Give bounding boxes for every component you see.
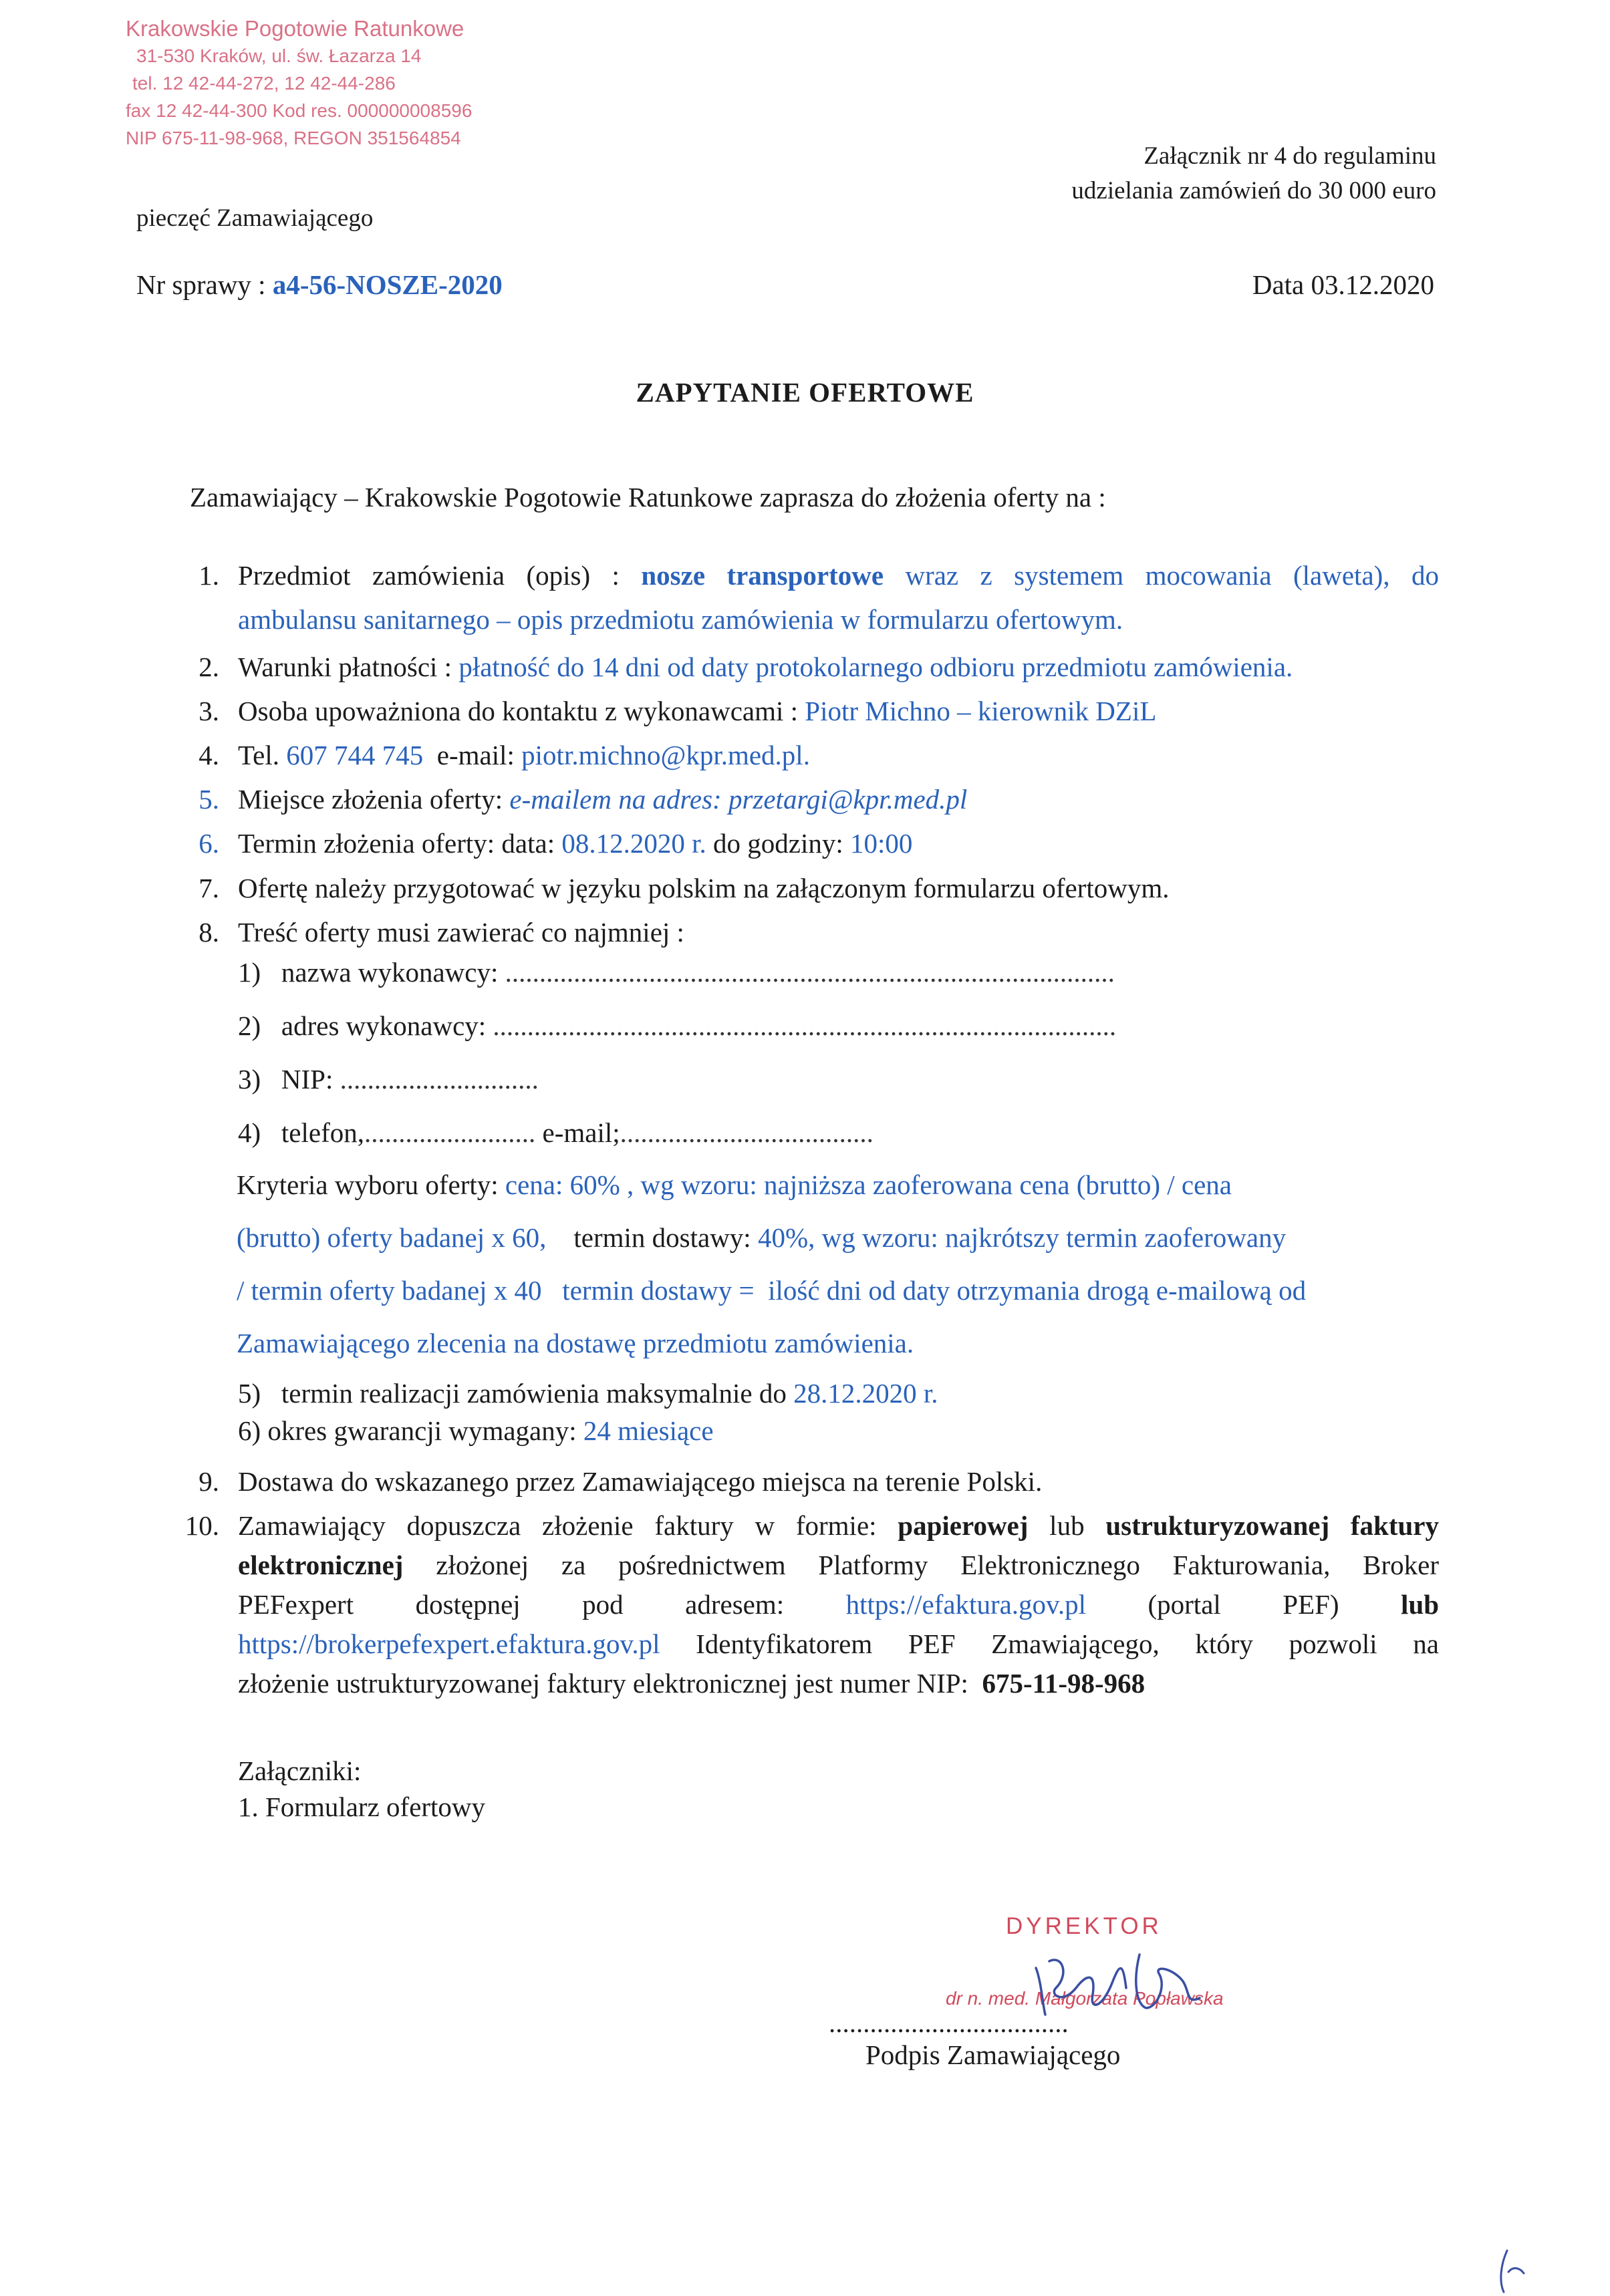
fill-in-dots[interactable]: ...........................................................................................: [493, 1010, 1117, 1041]
item-label: Przedmiot zamówienia (opis) :: [238, 560, 620, 591]
stamp-label: pieczęć Zamawiającego: [136, 204, 374, 232]
sub-label: termin realizacji zamówienia maksymalnie do: [281, 1378, 787, 1409]
item-number: 3.: [198, 696, 219, 726]
annex-note: [1071, 139, 1436, 208]
item-emphasis: ustrukturyzowanej faktury: [1105, 1510, 1440, 1541]
sub-item-5: [238, 1377, 938, 1409]
item-number: 6.: [198, 828, 219, 859]
sub-label: e-mail;: [542, 1117, 620, 1148]
signatory-name: dr n. med. Małgorzata Popławska: [946, 1988, 1224, 2009]
sub-number: 2): [238, 1010, 261, 1041]
company-stamp: [126, 15, 472, 152]
item-text: [238, 559, 1439, 591]
sub-number: 5): [238, 1378, 261, 1409]
annex-line: Załącznik nr 4 do regulaminu: [1144, 142, 1436, 170]
item-label: Warunki płatności :: [238, 652, 452, 682]
criteria-text: 40%, wg wzoru: najkrótszy termin zaoferowany: [757, 1222, 1287, 1253]
item-number: 8.: [198, 917, 219, 948]
attachments-label: Załączniki:: [238, 1755, 362, 1786]
efaktura-link[interactable]: https://efaktura.gov.pl: [845, 1589, 1087, 1620]
item-number: 4.: [198, 740, 219, 770]
document-date: Data 03.12.2020: [1252, 269, 1434, 300]
item-number: 9.: [198, 1466, 219, 1497]
item-number: 2.: [198, 652, 219, 682]
warranty-period: 24 miesiące: [583, 1415, 714, 1446]
item-label: Tel.: [238, 740, 280, 770]
sub-item-3: [238, 1063, 539, 1095]
criteria-text: Zamawiającego zlecenia na dostawę przedmiotu zamówienia.: [237, 1328, 914, 1358]
signatory-title: DYREKTOR: [1006, 1913, 1162, 1939]
signature-label: Podpis Zamawiającego: [865, 2039, 1121, 2070]
fill-in-dots[interactable]: .....................................: [620, 1117, 874, 1148]
signature-line: ...................................: [829, 2007, 1069, 2038]
item-text: Treść oferty musi zawierać co najmniej :: [238, 917, 684, 948]
fill-in-dots[interactable]: .............................: [340, 1064, 539, 1095]
annex-line: udzielania zamówień do 30 000 euro: [1071, 177, 1436, 204]
deadline-date: 08.12.2020 r.: [561, 828, 706, 859]
item-number: 7.: [198, 873, 219, 903]
email-link[interactable]: e-mailem na adres: przetargi@kpr.med.pl: [509, 784, 968, 815]
fill-in-dots[interactable]: .........................................................................................: [505, 957, 1115, 988]
email-link[interactable]: piotr.michno@kpr.med.pl.: [521, 740, 810, 770]
sub-label: telefon,: [281, 1117, 364, 1148]
sub-number: 6): [238, 1415, 261, 1446]
completion-date: 28.12.2020 r.: [793, 1378, 938, 1409]
sub-label: adres wykonawcy:: [281, 1010, 487, 1041]
attachment-item[interactable]: 1. Formularz ofertowy: [238, 1791, 486, 1822]
stamp-line: Krakowskie Pogotowie Ratunkowe: [126, 16, 464, 41]
document-title: ZAPYTANIE OFERTOWE: [636, 377, 974, 408]
stamp-line: fax 12 42-44-300 Kod res. 000000008596: [126, 100, 473, 121]
initials-mark: [1487, 2245, 1534, 2296]
stamp-line: 31-530 Kraków, ul. św. Łazarza 14: [136, 45, 422, 66]
item-text: adresem:: [685, 1589, 785, 1620]
item-text: Identyfikatorem PEF Zmawiającego, który pozwoli na: [696, 1628, 1439, 1659]
item-highlight: Piotr Michno – kierownik DZiL: [805, 696, 1157, 726]
criteria-label: termin dostawy:: [573, 1222, 751, 1253]
item-text: złożonej za pośrednictwem Platformy Elektronicznego Fakturowania, Broker: [436, 1550, 1439, 1580]
criteria-text: (brutto) oferty badanej x 60,: [237, 1222, 547, 1253]
item-emphasis: lub: [1401, 1589, 1440, 1620]
item-label: do godziny:: [713, 828, 843, 859]
item-number: 5.: [198, 784, 219, 815]
criteria-text: ilość dni od daty otrzymania drogą e-mailową od: [768, 1275, 1307, 1306]
item-text: złożenie ustrukturyzowanej faktury elektronicznej jest numer NIP:: [238, 1668, 968, 1699]
case-id: a4-56-NOSZE-2020: [272, 269, 503, 300]
item-text: PEF): [1283, 1589, 1339, 1620]
item-emphasis: papierowej: [898, 1510, 1029, 1541]
item-highlight: nosze transportowe: [641, 560, 884, 591]
criteria-text: termin dostawy =: [562, 1275, 755, 1306]
sub-label: okres gwarancji wymagany:: [267, 1415, 577, 1446]
item-label: Miejsce złożenia oferty:: [238, 784, 503, 815]
item-label: e-mail:: [436, 740, 515, 770]
stamp-line: NIP 675-11-98-968, REGON 351564854: [126, 128, 461, 148]
item-text: (portal: [1148, 1589, 1221, 1620]
item-number: 10.: [184, 1510, 219, 1541]
sub-label: NIP:: [281, 1064, 333, 1095]
item-text: PEFexpert: [238, 1589, 354, 1620]
sub-item-1: [238, 956, 1115, 988]
item-highlight: wraz z systemem mocowania (laweta), do: [905, 560, 1439, 591]
sub-number: 4): [238, 1117, 261, 1148]
nip-number: 675-11-98-968: [982, 1668, 1146, 1699]
sub-item-2: [238, 1010, 1116, 1042]
item-emphasis: elektronicznej: [238, 1550, 404, 1580]
deadline-time: 10:00: [850, 828, 913, 859]
sub-number: 3): [238, 1064, 261, 1095]
item-text: Zamawiający dopuszcza złożenie faktury w formie:: [238, 1510, 877, 1541]
case-label: Nr sprawy :: [136, 269, 266, 300]
case-number: [136, 269, 503, 301]
criteria-lead: Kryteria wyboru oferty:: [237, 1169, 499, 1200]
item-text: dostępnej: [415, 1589, 521, 1620]
item-label: Termin złożenia oferty: data:: [238, 828, 555, 859]
item-text: lub: [1049, 1510, 1085, 1541]
sub-item-6: [238, 1415, 714, 1447]
fill-in-dots[interactable]: .........................: [364, 1117, 536, 1148]
item-text: pod: [582, 1589, 624, 1620]
item-text: Dostawa do wskazanego przez Zamawiającego miejsca na terenie Polski.: [238, 1466, 1043, 1497]
sub-item-4: [238, 1117, 874, 1149]
item-label: Osoba upoważniona do kontaktu z wykonawcami :: [238, 696, 799, 726]
item-highlight: płatność do 14 dni od daty protokolarnego odbioru przedmiotu zamówienia.: [458, 652, 1293, 682]
item-text-cont: ambulansu sanitarnego – opis przedmiotu zamówienia w formularzu ofertowym.: [238, 604, 1123, 635]
sub-number: 1): [238, 957, 261, 988]
item-number: 1.: [198, 560, 219, 591]
sub-label: nazwa wykonawcy:: [281, 957, 499, 988]
stamp-line: tel. 12 42-44-272, 12 42-44-286: [132, 73, 396, 94]
intro-paragraph: Zamawiający – Krakowskie Pogotowie Ratunkowe zaprasza do złożenia oferty na :: [190, 482, 1106, 513]
broker-link[interactable]: https://brokerpefexpert.efaktura.gov.pl: [238, 1628, 660, 1659]
criteria-text: / termin oferty badanej x 40: [237, 1275, 542, 1306]
item-text: Ofertę należy przygotować w języku polskim na załączonym formularzu ofertowym.: [238, 873, 1170, 903]
criteria-text: cena: 60% , wg wzoru: najniższa zaoferowana cena (brutto) / cena: [505, 1169, 1232, 1200]
phone-number: 607 744 745: [286, 740, 424, 770]
